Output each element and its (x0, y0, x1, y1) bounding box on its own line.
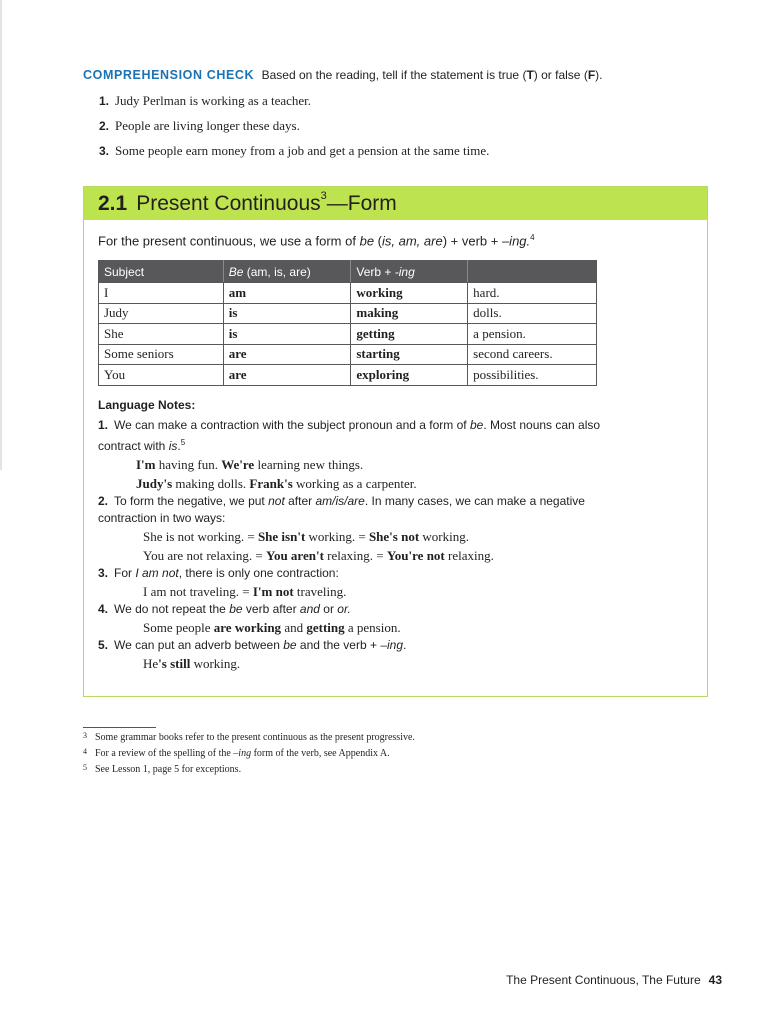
comprehension-item: 1. Judy Perlman is working as a teacher. (99, 93, 312, 108)
cell-subject: Judy (99, 303, 224, 324)
cell-be: is (223, 324, 351, 345)
footnotes (83, 727, 723, 777)
cell-verb: getting (351, 324, 468, 345)
cell-subject: Some seniors (99, 344, 224, 365)
cell-verb: working (351, 283, 468, 304)
comprehension-instruction: Based on the reading, tell if the statement is true (T) or false (F). (261, 68, 603, 82)
cell-be: am (223, 283, 351, 304)
cell-be: is (223, 303, 351, 324)
comprehension-item: 3. Some people earn money from a job and get a pension at the same time. (99, 143, 490, 158)
footer-title: The Present Continuous, The Future (506, 973, 701, 987)
section-title (84, 187, 707, 220)
table-header-row (99, 261, 597, 283)
comprehension-item: 2. People are living longer these days. (99, 118, 300, 133)
cell-verb: making (351, 303, 468, 324)
comprehension-label: COMPREHENSION CHECK (83, 68, 255, 82)
table-row (99, 283, 597, 304)
note-1-cont: contract with is.$^5$ (98, 438, 186, 453)
header-verb: Verb + -ing (351, 261, 468, 283)
note-1-example-1: I'm having fun. We're learning new things. (136, 457, 364, 472)
note-2-example-2: You are not relaxing. = You aren't relaxing. = You're not relaxing. (143, 548, 494, 563)
note-3-example: I am not traveling. = I'm not traveling. (143, 584, 347, 599)
header-complement (468, 261, 597, 283)
notes-title: Language Notes: (98, 398, 196, 412)
cell-rest: a pension. (468, 324, 597, 345)
footnote-5: 5 See Lesson 1, page 5 for exceptions. (83, 763, 242, 775)
note-2-example-1: She is not working. = She isn't working. = She's not working. (143, 529, 470, 544)
note-5-example: He's still working. (143, 656, 241, 671)
header-be: Be (am, is, are) (223, 261, 351, 283)
comprehension-header (83, 67, 723, 83)
form-table (98, 260, 597, 386)
page-footer (506, 973, 722, 987)
note-1-example-2: Judy's making dolls. Frank's working as a carpenter. (136, 476, 417, 491)
cell-be: are (223, 365, 351, 386)
note-2-cont: contraction in two ways: (98, 511, 226, 525)
page-number: 43 (708, 973, 722, 987)
language-notes (98, 397, 698, 673)
cell-subject: You (99, 365, 224, 386)
cell-rest: possibilities. (468, 365, 597, 386)
footnote-3: 3 Some grammar books refer to the present continuous as the present progressive. (83, 731, 415, 743)
section-number: 2.1 (98, 191, 128, 215)
section-title-text: Present Continuous$^3$—Form (136, 189, 397, 215)
note-3: 3. For I am not, there is only one contraction: (98, 566, 339, 580)
table-row (99, 324, 597, 345)
footnote-4: 4 For a review of the spelling of the –ing form of the verb, see Appendix A. (83, 747, 390, 759)
cell-subject: I (99, 283, 224, 304)
cell-rest: dolls. (468, 303, 597, 324)
note-1: 1. We can make a contraction with the subject pronoun and a form of be. Most nouns can also (98, 418, 601, 432)
section-intro: For the present continuous, we use a form of be (is, am, are) + verb + –ing.$^4$ (98, 233, 535, 249)
page-edge-line (0, 0, 2, 470)
cell-rest: second careers. (468, 344, 597, 365)
comprehension-check (83, 67, 723, 168)
cell-be: are (223, 344, 351, 365)
note-2: 2. To form the negative, we put not after am/is/are. In many cases, we can make a negative (98, 494, 585, 508)
grammar-box (83, 186, 708, 697)
header-subject: Subject (99, 261, 224, 283)
note-5: 5. We can put an adverb between be and the verb + –ing. (98, 638, 407, 652)
cell-verb: starting (351, 344, 468, 365)
cell-verb: exploring (351, 365, 468, 386)
note-4-example: Some people are working and getting a pension. (143, 620, 401, 635)
comprehension-list (99, 93, 723, 168)
cell-rest: hard. (468, 283, 597, 304)
table-row (99, 344, 597, 365)
note-4: 4. We do not repeat the be verb after and or or. (98, 602, 351, 616)
table-row (99, 365, 597, 386)
table-row (99, 303, 597, 324)
cell-subject: She (99, 324, 224, 345)
